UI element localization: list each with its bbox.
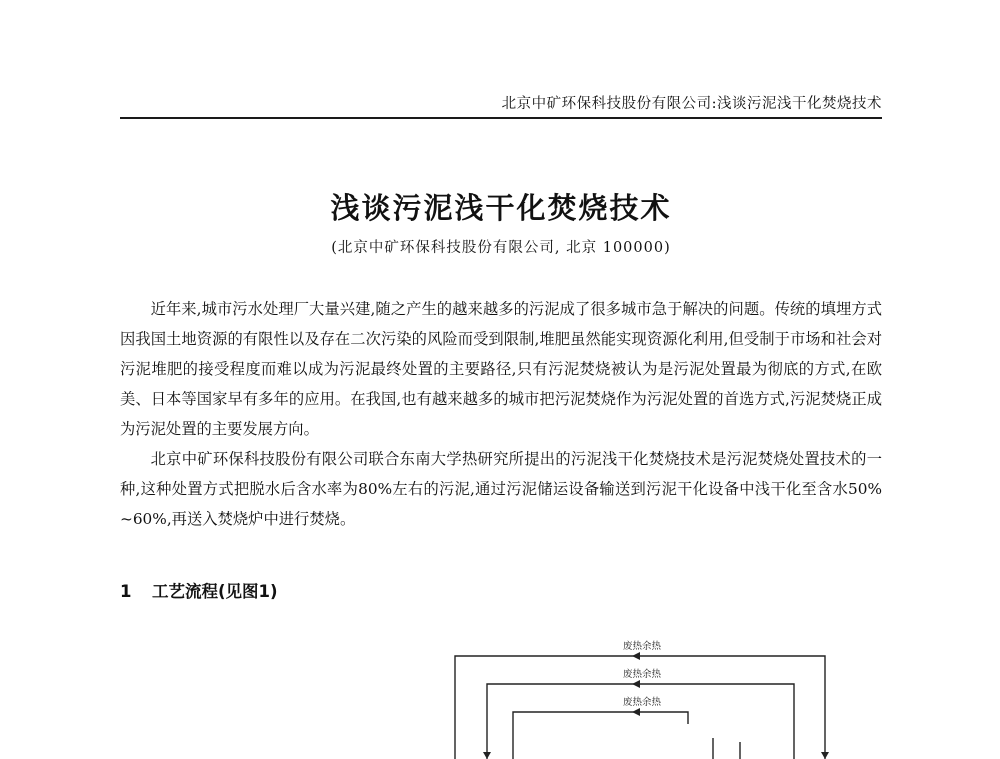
paragraph: 北京中矿环保科技股份有限公司联合东南大学热研究所提出的污泥浅干化焚烧技术是污泥焚烧处置技术的一种,这种处置方式把脱水后含水率为80%左右的污泥,通过污泥储运设备输送到污泥干化设备中浅干化至含水50% ~60%,再送入焚烧炉中进行焚烧。: [120, 450, 882, 528]
section-number: 1: [120, 582, 132, 601]
loop-label: 废热余热: [622, 669, 662, 680]
arrow-head: [821, 752, 829, 759]
author-affiliation: (北京中矿环保科技股份有限公司, 北京 100000): [331, 240, 671, 256]
inner-loop-line: [513, 712, 688, 759]
running-head: 北京中矿环保科技股份有限公司:浅谈污泥浅干化焚烧技术: [501, 96, 882, 112]
article-body: [120, 294, 882, 534]
arrow-head: [632, 680, 640, 688]
arrow-head: [483, 752, 491, 759]
arrow-head: [632, 708, 640, 716]
arrow-head: [632, 652, 640, 660]
section-heading: [120, 578, 278, 602]
loop-label: 废热余热: [622, 641, 662, 652]
paragraph: 近年来,城市污水处理厂大量兴建,随之产生的越来越多的污泥成了很多城市急于解决的问题。传统的填埋方式因我国土地资源的有限性以及存在二次污染的风险而受到限制,堆肥虽然能实现资源化利用,但受制于市场和社会对污泥堆肥的接受程度而难以成为污泥最终处置的主要路径,只有污泥焚烧被认为是污泥处置最为彻底的方式,在欧美、日本等国家早有多年的应用。在我国,也有越来越多的城市把污泥焚烧作为污泥处置的首选方式,污泥焚烧正成为污泥处置的主要发展方向。: [120, 300, 882, 438]
process-flow-figure: [0, 620, 1000, 759]
middle-loop-line: [487, 684, 794, 759]
loop-label: 废热余热: [622, 697, 662, 708]
section-title: 工艺流程(见图1): [152, 582, 278, 601]
header-rule: [120, 117, 882, 119]
article-title: 浅谈污泥浅干化焚烧技术: [330, 191, 672, 225]
